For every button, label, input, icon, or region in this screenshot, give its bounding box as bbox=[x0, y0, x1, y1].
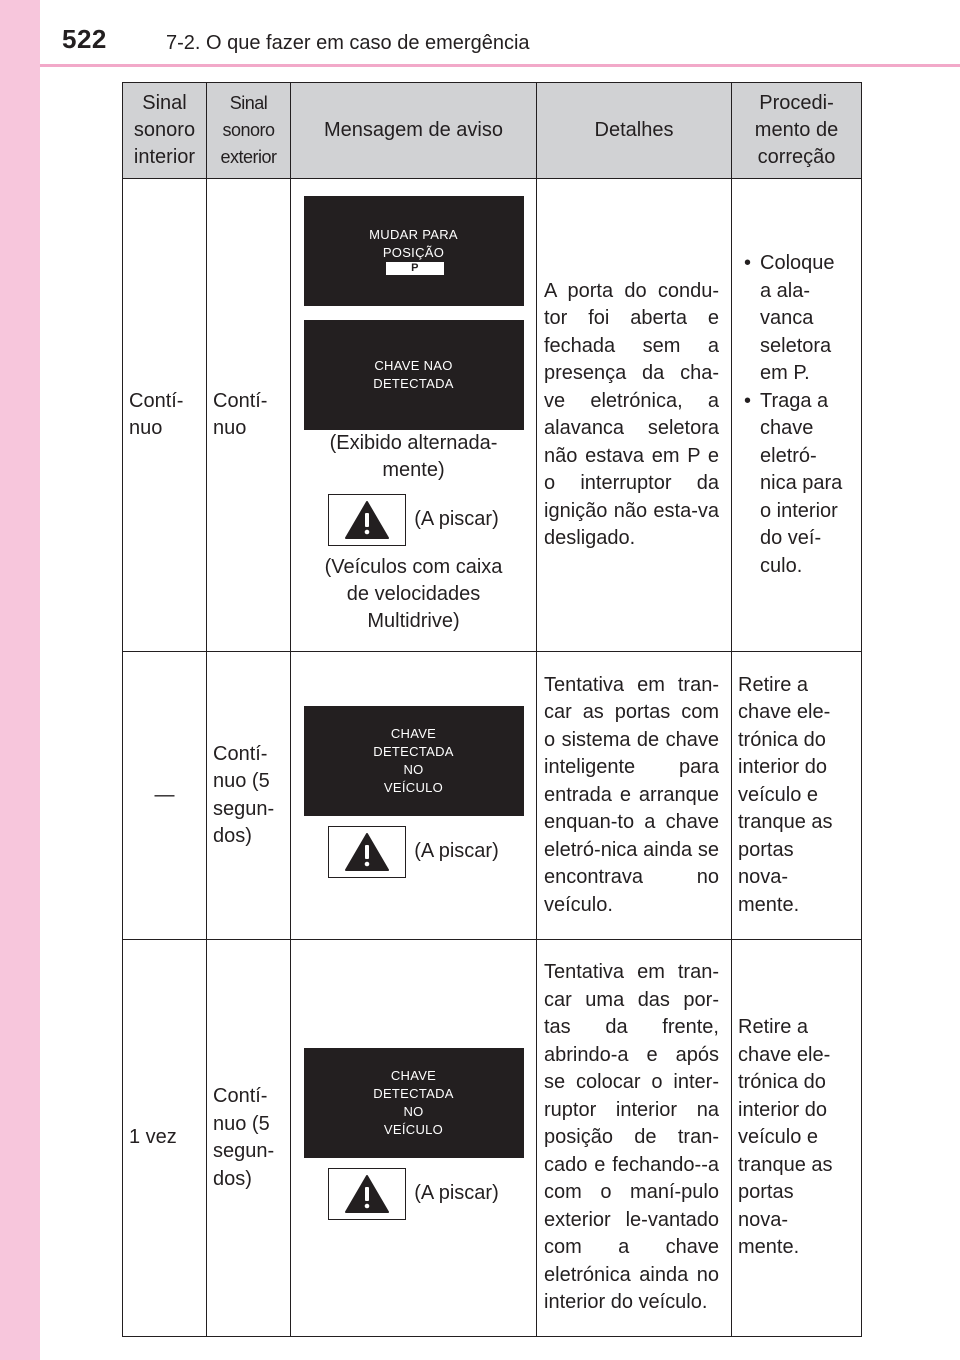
header-rule bbox=[40, 64, 960, 67]
details-cell: Tentativa em tran-car as portas com o sistema de chave inteligente para entrada e arranque enquan-to a chave eletró-nica ainda se encontrava no veículo. bbox=[537, 652, 732, 940]
warning-triangle-icon bbox=[328, 494, 406, 546]
warning-message-cell bbox=[291, 652, 537, 940]
header-interior-buzzer: Sinal sonoro interior bbox=[123, 83, 207, 179]
exterior-buzzer-cell: Contí- nuo (5 segun- dos) bbox=[207, 652, 291, 940]
header-exterior-buzzer: Sinal sonoro exterior bbox=[207, 83, 291, 179]
table-header-row bbox=[123, 83, 862, 179]
blink-label: (A piscar) bbox=[414, 507, 499, 530]
procedure-list bbox=[738, 250, 855, 580]
header-details: Detalhes bbox=[537, 83, 732, 179]
vehicle-caption: (Veículos com caixa de velocidades Multidrive) bbox=[324, 555, 503, 632]
header-warning-message: Mensagem de aviso bbox=[291, 83, 537, 179]
table-row bbox=[123, 940, 862, 1337]
exterior-buzzer-cell: Contí- nuo (5 segun- dos) bbox=[207, 940, 291, 1337]
display-message: CHAVE NAO DETECTADA bbox=[304, 320, 524, 430]
list-item: • Coloque a ala- vanca seletora em P. bbox=[742, 250, 855, 388]
warning-table bbox=[122, 82, 862, 1337]
details-cell: A porta do condu-tor foi aberta e fechada sem a presença da cha-ve eletrónica, a alavanca seletora não estava em P e o interruptor da ignição não esta-va desligado. bbox=[537, 179, 732, 652]
display-message: CHAVE DETECTADA NO VEÍCULO bbox=[304, 706, 524, 816]
warning-triangle-icon bbox=[328, 1168, 406, 1220]
section-title: 7-2. O que fazer em caso de emergência bbox=[166, 32, 530, 54]
warning-message-cell bbox=[291, 179, 537, 652]
procedure-cell bbox=[732, 179, 862, 652]
table-row bbox=[123, 179, 862, 652]
list-item: • Traga a chave eletró- nica para o interior do veí- culo. bbox=[742, 388, 855, 581]
warning-message-cell bbox=[291, 940, 537, 1337]
interior-buzzer-cell: 1 vez bbox=[123, 940, 207, 1337]
display-message: CHAVE DETECTADA NO VEÍCULO bbox=[304, 1048, 524, 1158]
alternating-caption: (Exibido alternada- mente) bbox=[329, 431, 498, 481]
exterior-buzzer-cell: Contí- nuo bbox=[207, 179, 291, 652]
details-cell: Tentativa em tran-car uma das por-tas da frente, abrindo-a e após se colocar o inter-ruptor interior na posição de tran-cado e fechando--a com o maní-pulo exterior le-vantado com a chave eletrónica ainda no interior do veículo. bbox=[537, 940, 732, 1337]
side-color-band bbox=[0, 0, 40, 1360]
table-row bbox=[123, 652, 862, 940]
interior-buzzer-cell: Contí- nuo bbox=[123, 179, 207, 652]
warning-triangle-icon bbox=[328, 826, 406, 878]
blink-label: (A piscar) bbox=[414, 1182, 499, 1205]
procedure-cell: Retire a chave ele- trónica do interior do veículo e tranque as portas nova- mente. bbox=[732, 940, 862, 1337]
header-procedure: Procedi- mento de correção bbox=[732, 83, 862, 179]
display-message: MUDAR PARA POSIÇÃO P bbox=[304, 196, 524, 306]
procedure-cell: Retire a chave ele- trónica do interior do veículo e tranque as portas nova- mente. bbox=[732, 652, 862, 940]
p-position-indicator: P bbox=[386, 262, 444, 275]
blink-label: (A piscar) bbox=[414, 839, 499, 862]
interior-buzzer-cell: — bbox=[123, 652, 207, 940]
page-number: 522 bbox=[62, 24, 107, 54]
